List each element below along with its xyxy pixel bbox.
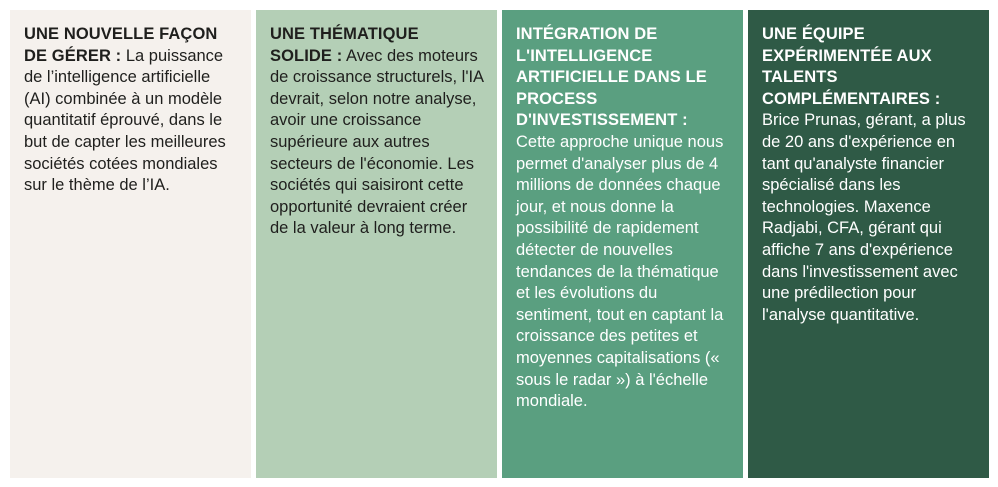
panel-text — [762, 24, 977, 326]
panel-body: Brice Prunas, gérant, a plus de 20 ans d'expérience en tant qu'analyste financier spécialisé dans les technologies. Maxence Radjabi, CFA, gérant qui affiche 7 ans d'expérience dans l'investissement avec une prédilection pour l'analyse quantitative. — [762, 111, 966, 324]
panel-text — [24, 24, 239, 197]
panel-solid-theme — [256, 10, 497, 478]
panel-title: UNE NOUVELLE FAÇON DE GÉRER : — [24, 25, 218, 65]
panel-body: Cette approche unique nous permet d'analyser plus de 4 millions de données chaque jour, et nous donne la possibilité de rapidement détecter de nouvelles tendances de la thématique et les évolutions du sentiment, tout en captant la croissance des petites et moyennes capitalisations (« sous le radar ») à l'échelle mondiale. — [516, 132, 724, 411]
panel-title: UNE ÉQUIPE EXPÉRIMENTÉE AUX TALENTS COMPLÉMENTAIRES : — [762, 25, 941, 108]
panel-body: Avec des moteurs de croissance structurels, l'IA devrait, selon notre analyse, avoir une croissance supérieure aux autres secteurs de l'économie. Les sociétés qui saisiront cette opportunité devraient créer de la valeur à long terme. — [270, 46, 484, 238]
panel-ai-integration — [502, 10, 743, 478]
feature-panels — [10, 10, 989, 478]
panel-text — [516, 24, 731, 413]
panel-title: INTÉGRATION DE L'INTELLIGENCE ARTIFICIELLE DANS LE PROCESS D'INVESTISSEMENT : — [516, 25, 707, 130]
panel-title: UNE THÉMATIQUE SOLIDE : — [270, 25, 419, 65]
panel-body: La puissance de l’intelligence artificielle (AI) combinée à un modèle quantitatif éprouvé, dans le but de capter les meilleures sociétés cotées mondiales sur le thème de l’IA. — [24, 46, 226, 195]
panel-new-management — [10, 10, 251, 478]
panel-experienced-team — [748, 10, 989, 478]
panel-text — [270, 24, 485, 240]
